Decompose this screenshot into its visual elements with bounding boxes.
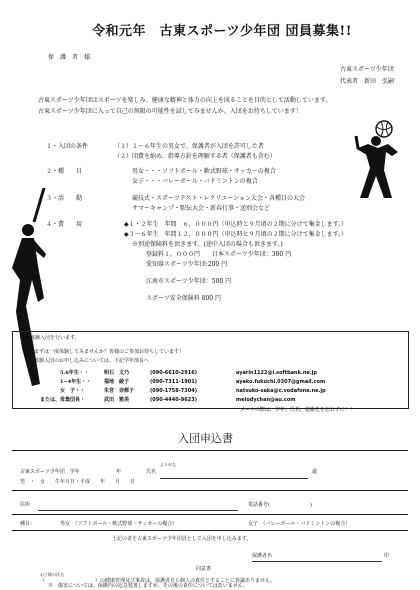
divider [12, 514, 408, 515]
contact-grade: 5.6年生・・ [60, 370, 89, 376]
mail-note: メールの際は、学年、氏名、連絡先を忘れずに！！ [240, 407, 355, 413]
fees-label: ４・費 用 [46, 221, 83, 228]
fees-line-3: ※別途保険料を頂きます。(途中入団の場合も頂きます。) [132, 241, 283, 248]
conditions-label: １・入団の条件 [46, 143, 89, 150]
name-field[interactable] [160, 478, 308, 479]
events-line-2: 女子・・・バレーボール・バドミントンの複合 [132, 178, 258, 185]
contact-grade: 女 子・・ [60, 388, 86, 394]
trial-line-2: 体験入団のお申し込みについては、下記学年部長へ [34, 358, 149, 364]
form-furigana-label: ふりがな [160, 462, 176, 467]
form-org-grade: 古東スポーツ少年団 学年 [20, 469, 80, 475]
org-name: 古東スポーツ少年団 [340, 66, 394, 73]
page-title: 令和元年 古東スポーツ少年団 団員募集!! [92, 24, 352, 39]
form-child-name-label: お子様の氏名 [40, 572, 64, 577]
activities-line-1: 競技式・スポーツテスト・レクリエーション大会・各種目の大会 [132, 195, 306, 202]
divider [12, 490, 408, 491]
form-name-label: 氏名 [146, 469, 157, 475]
contact-email[interactable]: natsuko-saka@c.vodafone.ne.jp [236, 388, 326, 394]
contact-phone: (090-6610-2916) [150, 370, 197, 376]
contact-email[interactable]: melodychan@au.com [236, 397, 296, 403]
seal-label: 印 [384, 553, 390, 559]
contact-phone: (090-7311-1901) [150, 379, 197, 385]
events-label: ２・種 目 [46, 168, 83, 175]
divider [12, 530, 408, 531]
form-phone-label: 電話番号( ) [248, 502, 312, 508]
volleyball-icon [376, 121, 392, 137]
fees-line-2: ◆３～６年生 年間１２，０００円（申込時と９月頃の２期に分けて集金します。） [124, 231, 348, 238]
form-consent: 上記の者を古東スポーツ少年団員として入団を申し込みます。 [112, 536, 252, 542]
form-year-label: 年 [116, 469, 122, 475]
intro-line-2: 古東スポーツ少年団に入って自己の無限の可能性を試してみませんか。入団をお待ちしています！ [38, 108, 302, 115]
contact-email[interactable]: ayarin1122@i.softbank.ne.jp [236, 370, 317, 376]
fees-line-7: スポーツ安全保険料 800 円 [146, 295, 222, 302]
trial-line-1: まずは一度体験してみませんか？皆様のご参加お待ちしています！ [34, 349, 185, 355]
contact-name: 朱宮 奈都子 [104, 388, 135, 394]
fees-line-6: 江南市スポーツ少年団：500 円 [146, 278, 232, 285]
conditions-line-1: （１）１～６年生の男女で、保護者が入団を許可した者 [114, 143, 264, 150]
fees-line-4: 登録料１，０００円 日本スポーツ少年団：300 円 [146, 251, 292, 258]
trial-heading: 随時体験入団を行います。 [20, 335, 80, 341]
contact-phone: (090-4440-9623) [150, 397, 197, 403]
activities-line-2: サマーキャンプ・駅伝大会・新春行事・送別会など [132, 205, 271, 212]
contact-email[interactable]: ayako.fukuchi.0307@gmail.com [236, 379, 326, 385]
guardian-field[interactable] [252, 561, 382, 562]
form-event-boys[interactable]: 男女 （ソフトボール・軟式野球・サッカーの複合） [60, 521, 178, 527]
activities-label: ３・活 動 [46, 195, 83, 202]
form-agreement-label: 同意書 [196, 566, 212, 572]
form-event-label: 種目： [20, 521, 36, 527]
form-age-label: 歳 [312, 469, 318, 475]
form-liability: （ ）の健康管理及び事故は、保護者自ら個人の責任とすることに異議ありません。 [40, 578, 276, 584]
contact-name: 福地 綾子 [104, 379, 130, 385]
contact-grade: または、母集団長・ [40, 397, 86, 403]
conditions-line-2: （２）団費を納め、指導方針を理解する者（保護者も含む） [114, 153, 276, 160]
intro-line-1: 古東スポーツ少年団はスポーツを楽しみ、健康な精神と体力の向上を図ることを目的として活動しています。 [38, 97, 332, 104]
form-gender-birth: 男 ・ 女 生年月日・平成 年 月 日 [20, 479, 136, 485]
to-parents: 保 護 者 様 [48, 54, 91, 61]
fees-line-1: ◆１・２年生 年間 ６，０００円（申込時と９月頃の２期に分けて集金します。） [124, 221, 348, 228]
events-line-1: 男女・・・ソフトボール・軟式野球・サッカーの複合 [132, 168, 276, 175]
form-address-label: 住所 [20, 502, 31, 508]
fees-line-5: 愛知県スポーツ少年団:200 円 [146, 261, 228, 268]
form-event-girls[interactable]: 女子 （バレーボール・バドミントンの複合） [248, 521, 351, 527]
divider [12, 450, 408, 451]
contact-grade: 1~4年生・・ [60, 379, 92, 385]
contact-name: 武田 雅美 [104, 397, 130, 403]
contact-phone: (090-1758-7304) [150, 388, 197, 394]
contact-name: 明石 文乃 [104, 370, 130, 376]
volleyball-player-illustration [354, 118, 418, 200]
address-field[interactable] [38, 510, 238, 511]
form-guardian-label: 保護者名 [252, 553, 273, 559]
representative: 代表者 新田 弘嗣 [340, 78, 395, 85]
form-title: 入団申込書 [178, 432, 233, 445]
form-insurance-note: ※ 傷害については、保険内の応急処置しますが、その後の責任については負いません。 [48, 583, 249, 589]
